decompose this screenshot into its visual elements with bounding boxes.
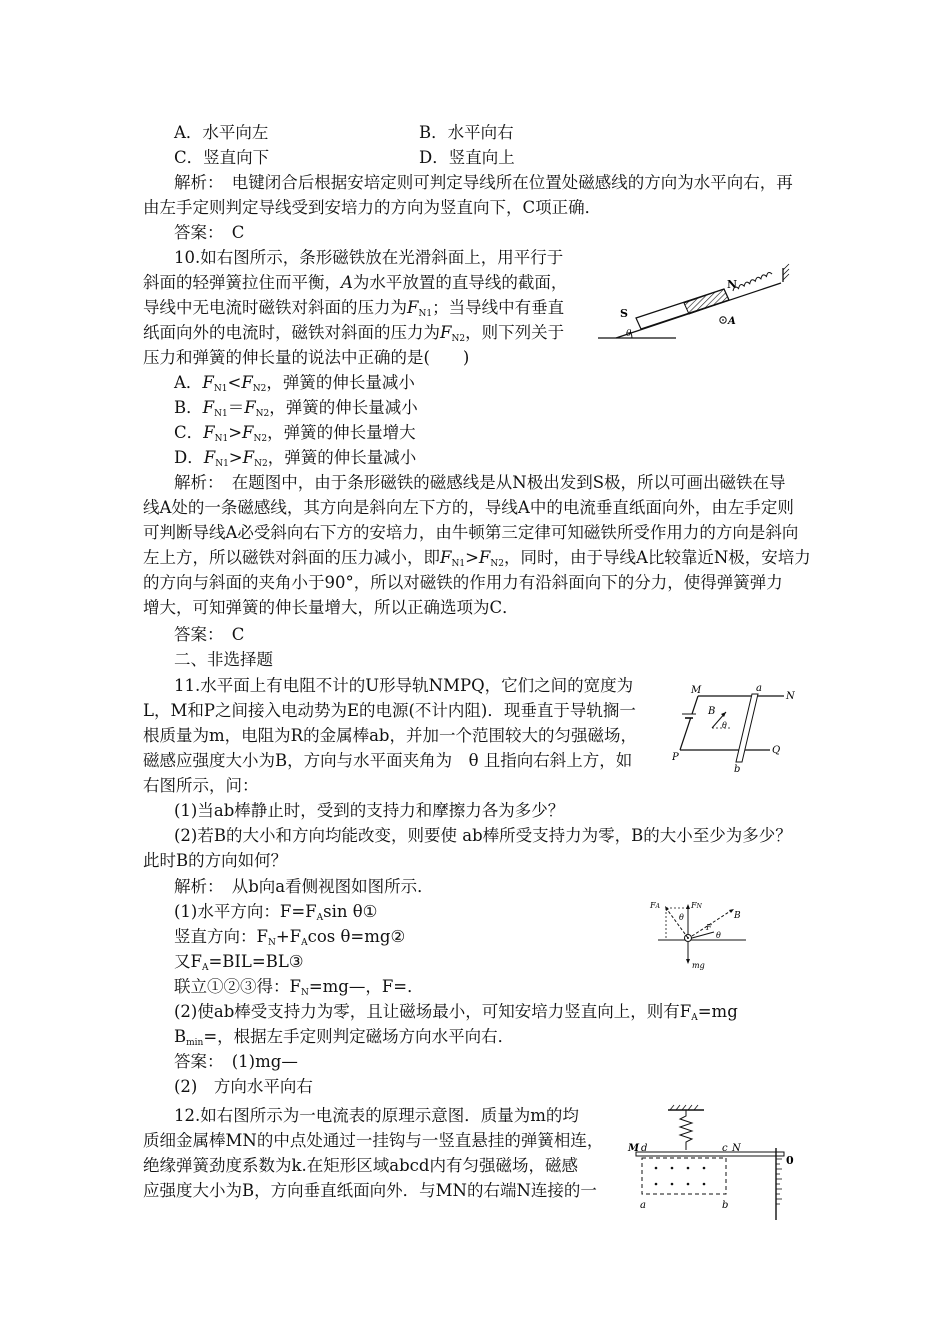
rod-ab — [736, 694, 758, 762]
q9-option-a: A．水平向左 — [174, 123, 269, 142]
subscript: A — [691, 1013, 698, 1023]
q9-analysis-line2: 由左手定则判定导线受到安培力的方向为竖直向下，C项正确． — [143, 198, 602, 217]
label-p: P — [672, 752, 679, 763]
fa-arrowhead — [665, 906, 669, 911]
q12-stem-line1: 12.如右图所示为一电流表的原理示意图．质量为m的均 — [174, 1106, 579, 1125]
mg-arrowhead — [686, 959, 690, 964]
q11-question2-cont: 此时B的方向如何？ — [143, 851, 288, 870]
label-n: N — [732, 1143, 741, 1154]
label-a: a — [756, 683, 762, 694]
q10-analysis-line6: 增大，可知弹簧的伸长量增大，所以正确选项为C． — [143, 598, 519, 617]
metal-bar-mn — [636, 1152, 784, 1156]
symbol-f: F — [242, 423, 254, 442]
symbol-f: F — [241, 373, 253, 392]
text: sin θ① — [323, 902, 378, 921]
q11-answer1: 答案： (1)mg— — [174, 1052, 298, 1071]
text: ，弹簧的伸长量减小 — [266, 373, 415, 392]
subscript: N1 — [214, 434, 229, 444]
symbol-f: F — [242, 448, 255, 467]
q11-rail-figure — [672, 682, 802, 774]
q9-analysis-line1: 解析： 电键闭合后根据安培定则可判定导线所在位置处磁感线的方向为水平向右，再 — [174, 173, 793, 192]
subscript: N2 — [252, 384, 267, 394]
wall-hatch — [783, 274, 789, 280]
text: (2)使ab棒受支持力为零，且让磁场最小，可知安培力竖直向上，则有F — [174, 1002, 692, 1021]
subscript: N — [696, 903, 702, 910]
subscript: N2 — [490, 559, 504, 569]
relation: ＝ — [227, 398, 245, 417]
label-theta: θ — [679, 913, 684, 922]
label-c: c — [722, 1143, 728, 1154]
q11-stem-line4: 磁感应强度大小为B，方向与水平面夹角为 θ 且指向右斜上方，如 — [143, 751, 633, 770]
q10-answer: 答案： C — [174, 625, 245, 644]
label-b: b — [722, 1200, 729, 1211]
q11-force-figure — [646, 896, 756, 972]
text: D． — [174, 448, 204, 467]
text: ；当导线中有垂直 — [432, 298, 565, 317]
relation: > — [228, 423, 243, 442]
label-m: M — [628, 1143, 640, 1154]
q9-option-b: B．水平向右 — [419, 123, 514, 142]
ceiling-hatch — [688, 1105, 692, 1110]
subscript: N2 — [254, 459, 268, 469]
q10-stem-line5: 压力和弹簧的伸长量的说法中正确的是( ) — [143, 348, 470, 367]
wire-label: A — [341, 273, 353, 292]
q10-stem-line2 — [143, 270, 567, 295]
text: =BIL=BL③ — [208, 952, 304, 971]
label-d: d — [641, 1143, 648, 1154]
theta-label: θ — [626, 329, 632, 339]
subscript: N — [267, 938, 276, 948]
label-q: Q — [772, 745, 781, 756]
symbol-f: F — [407, 298, 419, 317]
q11-question1: (1)当ab棒静止时，受到的支持力和摩擦力各为多少？ — [174, 801, 565, 820]
symbol-f: F — [650, 901, 656, 910]
q11-stem-line5: 右图所示，问： — [143, 776, 259, 795]
subscript: A — [301, 938, 308, 948]
text: =mg — [697, 1002, 738, 1021]
symbol-f: F — [202, 398, 215, 417]
text: B — [174, 1027, 187, 1046]
label-b: b — [734, 764, 741, 774]
q11-analysis-intro: 解析： 从b向a看侧视图如图所示． — [174, 877, 434, 896]
symbol-f: F — [440, 323, 452, 342]
subscript: N2 — [253, 434, 268, 444]
label-mg: mg — [692, 961, 705, 970]
q10-analysis-line5: 的方向与斜面的夹角小于90°，所以对磁铁的作用力有沿斜面向下的分力，使得弹簧弹力 — [143, 573, 783, 592]
text: 联立①②③得：F — [174, 977, 301, 996]
text: ，弹簧的伸长量减小 — [267, 448, 417, 467]
symbol-f: F — [203, 448, 216, 467]
text: =，根据左手定则判定磁场方向水平向右． — [203, 1027, 515, 1046]
symbol-f: F — [202, 373, 214, 392]
wire-a-label: A — [728, 316, 736, 327]
symbol-f: F — [691, 901, 697, 910]
field-region — [642, 1158, 726, 1194]
symbol-f: F — [244, 398, 256, 417]
subscript: A — [316, 913, 324, 923]
label-b: B — [734, 911, 741, 921]
relation: > — [228, 448, 243, 467]
label-n: N — [786, 691, 795, 702]
q12-ammeter-figure — [626, 1104, 798, 1224]
label-theta: θ — [722, 721, 727, 730]
symbol-f: F — [478, 548, 491, 567]
relation: > — [465, 548, 479, 567]
text: 纸面向外的电流时，磁铁对斜面的压力为 — [143, 323, 440, 342]
text: +F — [275, 927, 302, 946]
text: 左上方，所以磁铁对斜面的压力减小，即 — [143, 548, 440, 567]
subscript: N1 — [451, 559, 466, 569]
q10-incline-figure — [596, 258, 796, 346]
subscript: A — [201, 963, 209, 973]
symbol-f: F — [203, 423, 215, 442]
wire-a-dot — [722, 319, 724, 321]
subscript: N2 — [255, 409, 270, 419]
q11-stem-line3: 根质量为m，电阻为R的金属棒ab，并加一个范围较大的匀强磁场， — [143, 726, 637, 745]
wall-hatch — [783, 269, 789, 275]
q12-stem-line2: 质细金属棒MN的中点处通过一挂钩与一竖直悬挂的弹簧相连， — [143, 1131, 604, 1150]
q9-answer: 答案： C — [174, 223, 245, 242]
friction-arrow — [692, 932, 714, 938]
q9-option-c: C．竖直向下 — [174, 148, 270, 167]
label-fa — [649, 901, 661, 910]
q10-analysis-line1: 解析： 在题图中，由于条形磁铁的磁感线是从N极出发到S极，所以可画出磁铁在导 — [174, 473, 786, 492]
q10-analysis-line3: 可判断导线A必受斜向右下方的安培力，由牛顿第三定律可知磁铁所受作用力的方向是斜向 — [143, 523, 799, 542]
subscript: N1 — [418, 309, 433, 319]
ceiling-hatch — [676, 1105, 680, 1110]
ceiling-hatch — [670, 1105, 674, 1110]
q10-analysis-line2: 线A处的一条磁感线，其方向是斜向左下方的，导线A中的电流垂直纸面向外，由左手定则 — [143, 498, 794, 517]
symbol-f: F — [440, 548, 452, 567]
text: A． — [174, 373, 203, 392]
label-f: F — [706, 923, 712, 932]
fa-arrow — [666, 908, 688, 938]
section-heading: 二、非选择题 — [174, 650, 273, 669]
subscript: N — [300, 988, 309, 998]
text: (1)水平方向：F=F — [174, 902, 317, 921]
subscript: N1 — [215, 459, 229, 469]
q11-stem-line1: 11.水平面上有电阻不计的U形导轨NMPQ，它们之间的宽度为 — [174, 676, 634, 695]
text: =mg—，F=． — [308, 977, 424, 996]
subscript: N1 — [214, 409, 228, 419]
text: 导线中无电流时磁铁对斜面的压力为 — [143, 298, 407, 317]
q10-stem-line1: 10.如右图所示，条形磁铁放在光滑斜面上，用平行于 — [174, 248, 564, 267]
scale-ticks — [776, 1159, 782, 1204]
label-zero: 0 — [786, 1154, 794, 1167]
text: 斜面的轻弹簧拉住而平衡， — [143, 273, 341, 292]
text: ，弹簧的伸长量增大 — [267, 423, 416, 442]
wall-hatch — [783, 264, 789, 270]
subscript: N1 — [213, 384, 228, 394]
text: 又F — [174, 952, 202, 971]
text: C． — [174, 423, 204, 442]
label-theta2: θ — [716, 931, 721, 940]
ceiling-hatch — [694, 1105, 698, 1110]
spring — [680, 1110, 692, 1150]
field-dots — [655, 1167, 706, 1186]
subscript: min — [186, 1038, 204, 1048]
text: ，同时，由于导线A比较靠近N极，安培力 — [503, 548, 811, 567]
q12-stem-line3: 绝缘弹簧劲度系数为k.在矩形区域abcd内有匀强磁场，磁感 — [143, 1156, 578, 1175]
q12-stem-line4: 应强度大小为B，方向垂直纸面向外．与MN的右端N连接的一 — [143, 1181, 597, 1200]
label-a: a — [640, 1200, 646, 1211]
text: 竖直方向：F — [174, 927, 268, 946]
text: ，弹簧的伸长量减小 — [269, 398, 418, 417]
q11-answer2: (2) 方向水平向右 — [174, 1077, 313, 1096]
relation: < — [227, 373, 242, 392]
q11-stem-line2: L，M和P之间接入电动势为E的电源(不计内阻)．现垂直于导轨搁一 — [143, 701, 636, 720]
subscript: A — [655, 903, 660, 910]
q11-question2: (2)若B的大小和方向均能改变，则要使 ab棒所受支持力为零，B的大小至少为多少？ — [174, 826, 792, 845]
magnet-north-half — [684, 289, 729, 314]
label-m: M — [691, 685, 702, 696]
text: cos θ=mg② — [307, 927, 406, 946]
text: ，则下列关于 — [465, 323, 565, 342]
subscript: N2 — [451, 334, 466, 344]
text: 为水平放置的直导线的截面， — [352, 273, 568, 292]
label-b-field: B — [708, 706, 716, 717]
text: B． — [174, 398, 203, 417]
s-pole-label: S — [620, 307, 628, 320]
rail-mp — [680, 696, 698, 750]
n-pole-label: N — [727, 278, 738, 291]
ceiling-hatch — [682, 1105, 686, 1110]
q9-option-d: D．竖直向上 — [419, 148, 515, 167]
label-fn — [690, 901, 703, 910]
